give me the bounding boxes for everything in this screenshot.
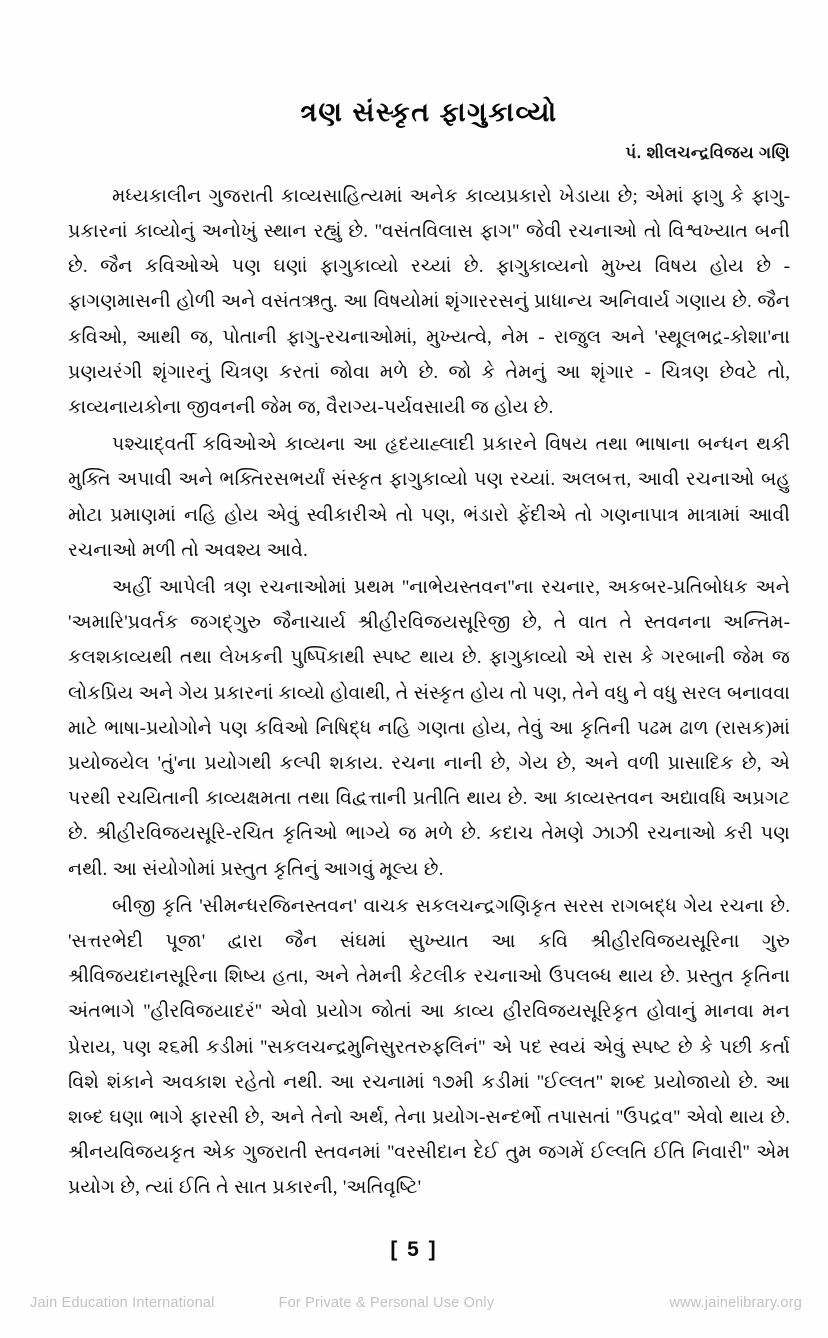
body-text-block (68, 179, 790, 1206)
page-footer (0, 1295, 828, 1311)
paragraph-4: બીજી કૃતિ 'સીમન્ધરજિનસ્તવન' વાચક સકલચન્દ્રગણિકૃત સરસ રાગબદ્ધ ગેય રચના છે. 'સત્તરભેદી પૂજા' દ્વારા જૈન સંઘમાં સુખ્યાત આ કવિ શ્રીહીરવિજયસૂરિના ગુરુ શ્રીવિજયદાનસૂરિના શિષ્ય હતા, અને તેમની કેટલીક રચનાઓ ઉપલબ્ધ થાય છે. પ્રસ્તુત કૃતિના અંતભાગે ''હીરવિજયાદરં'' એવો પ્રયોગ જોતાં આ કાવ્ય હીરવિજયસૂરિકૃત હોવાનું માનવા મન પ્રેરાય, પણ ૨૬મી કડીમાં ''સકલચન્દ્રમુનિસુરતરુફલિનં'' એ પદ સ્વયં એવું સ્પષ્ટ છે કે પછી કર્તા વિશે શંકાને અવકાશ રહેતો નથી. આ રચનામાં ૧૭મી કડીમાં ''ઈલ્લત'' શબ્દ પ્રયોજાયો છે. આ શબ્દ ઘણા ભાગે ફારસી છે, અને તેનો અર્થ, તેના પ્રયોગ-સન્દર્ભો તપાસતાં ''ઉપદ્રવ'' એવો થાય છે. શ્રીનયવિજયકૃત એક ગુજરાતી સ્તવનમાં ''વરસીદાન દેઈ તુમ જગમેં ઈલ્લતિ ઈતિ નિવારી'' એમ પ્રયોગ છે, ત્યાં ઈતિ તે સાત પ્રકારની, 'અતિવૃષ્ટિ' (68, 895, 790, 1199)
footer-website-url: www.jainelibrary.org (669, 1295, 802, 1311)
footer-usage-notice: For Private & Personal Use Only (278, 1295, 495, 1311)
paragraph-3: અહીં આપેલી ત્રણ રચનાઓમાં પ્રથમ ''નાભેયસ્તવન''ના રચનાર, અકબર-પ્રતિબોધક અને 'અમારિ'પ્રવર્તક જગદ્‌ગુરુ જૈનાચાર્ય શ્રીહીરવિજયસૂરિજી છે, તે વાત તે સ્તવનના અન્તિમ-કલશકાવ્યથી તથા લેખકની પુષ્પિકાથી સ્પષ્ટ થાય છે. ફાગુકાવ્યો એ રાસ કે ગરબાની જેમ જ લોકપ્રિય અને ગેય પ્રકારનાં કાવ્યો હોવાથી, તે સંસ્કૃત હોય તો પણ, તેને વધુ ને વધુ સરલ બનાવવા માટે ભાષા-પ્રયોગોને પણ કવિઓ નિષિદ્ધ નહિ ગણતા હોય, તેવું આ કૃતિની પઢમ ઢાળ (રાસક)માં પ્રયોજયેલ 'તું'ના પ્રયોગથી કલ્પી શકાય. રચના નાની છે, ગેય છે, અને વળી પ્રાસાદિક છે, એ પરથી રચયિતાની કાવ્યક્ષમતા તથા વિદ્વત્તાની પ્રતીતિ થાય છે. આ કાવ્યસ્તવન અદ્યાવધિ અપ્રગટ છે. શ્રીહીરવિજયસૂરિ-રચિત કૃતિઓ ભાગ્યે જ મળે છે. કદાચ તેમણે ઝાઝી રચનાઓ કરી પણ નથી. આ સંયોગોમાં પ્રસ્તુત કૃતિનું આગવું મૂલ્ય છે. (68, 576, 790, 880)
paragraph-2: પશ્ચાદ્‌વર્તી કવિઓએ કાવ્યના આ હૃદયાહ્લાદી પ્રકારને વિષય તથા ભાષાના બન્ધન થકી મુક્તિ અપાવી અને ભક્તિરસભર્યાં સંસ્કૃત ફાગુકાવ્યો પણ રચ્યાં. અલબત્ત, આવી રચનાઓ બહુ મોટા પ્રમાણમાં નહિ હોય એવું સ્વીકારીએ તો પણ, ભંડારો ફેંદીએ તો ગણનાપાત્ર માત્રામાં આવી રચનાઓ મળી તો અવશ્ય આવે. (68, 434, 790, 561)
author-byline: પં. શીલચન્દ્રવિજય ગણિ (625, 143, 790, 162)
page-title: ત્રણ સંસ્કૃત ફાગુકાવ્યો (300, 97, 558, 127)
page-number: [ 5 ] (390, 1238, 438, 1261)
paragraph-1: મધ્યકાલીન ગુજરાતી કાવ્યસાહિત્યમાં અનેક કાવ્યપ્રકારો ખેડાયા છે; એમાં ફાગુ કે ફાગુ-પ્રકારનાં કાવ્યોનું અનોખું સ્થાન રહ્યું છે. ''વસંતવિલાસ ફાગ'' જેવી રચનાઓ તો વિશ્વખ્યાત બની છે. જૈન કવિઓએ પણ ઘણાં ફાગુકાવ્યો રચ્યાં છે. ફાગુકાવ્યનો મુખ્ય વિષય હોય છે - ફાગણમાસની હોળી અને વસંતઋતુ. આ વિષયોમાં શૃંગારરસનું પ્રાધાન્ય અનિવાર્ય ગણાય છે. જૈન કવિઓ, આથી જ, પોતાની ફાગુ-રચનાઓમાં, મુખ્યત્વે, નેમ - રાજુલ અને 'સ્થૂલભદ્ર-કોશા'ના પ્રણયરંગી શૃંગારનું ચિત્રણ કરતાં જોવા મળે છે. જો કે તેમનું આ શૃંગાર - ચિત્રણ છેવટે તો, કાવ્યનાયકોના જીવનની જેમ જ, વૈરાગ્ય-પર્યવસાયી જ હોય છે. (68, 185, 790, 418)
title-block (0, 0, 828, 163)
footer-organization: Jain Education International (30, 1295, 215, 1311)
